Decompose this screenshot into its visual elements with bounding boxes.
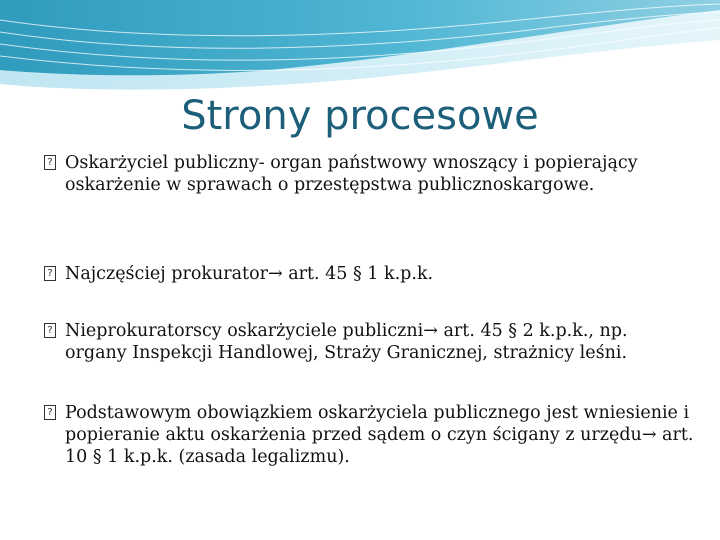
bullet-marker-icon: ? [44,323,56,338]
bullet-marker-icon: ? [44,155,56,170]
bullet-text: Podstawowym obowiązkiem oskarżyciela publicznego jest wniesienie i popieranie aktu oskarżenia przed sądem o czyn ścigany z urzędu→ art. 10 § 1 k.p.k. (zasada legalizmu). [65,403,694,467]
bullet-text: Najczęściej prokurator→ art. 45 § 1 k.p.k. [65,264,434,284]
bullet-marker-icon: ? [44,266,56,281]
slide-title: Strony procesowe [181,93,539,139]
bullet-text: Nieprokuratorscy oskarżyciele publiczni→ art. 45 § 2 k.p.k., np. organy Inspekcji Handlowej, Straży Granicznej, strażnicy leśni. [65,321,628,363]
bullet-text: Oskarżyciel publiczny- organ państwowy wnoszący i popierający oskarżenie w sprawach o przestępstwa publicznoskargowe. [65,153,638,195]
bullet-item [44,402,694,468]
bullet-item [44,320,694,364]
bullet-marker-icon: ? [44,405,56,420]
bullet-item [44,152,694,196]
bullet-item [44,263,694,285]
